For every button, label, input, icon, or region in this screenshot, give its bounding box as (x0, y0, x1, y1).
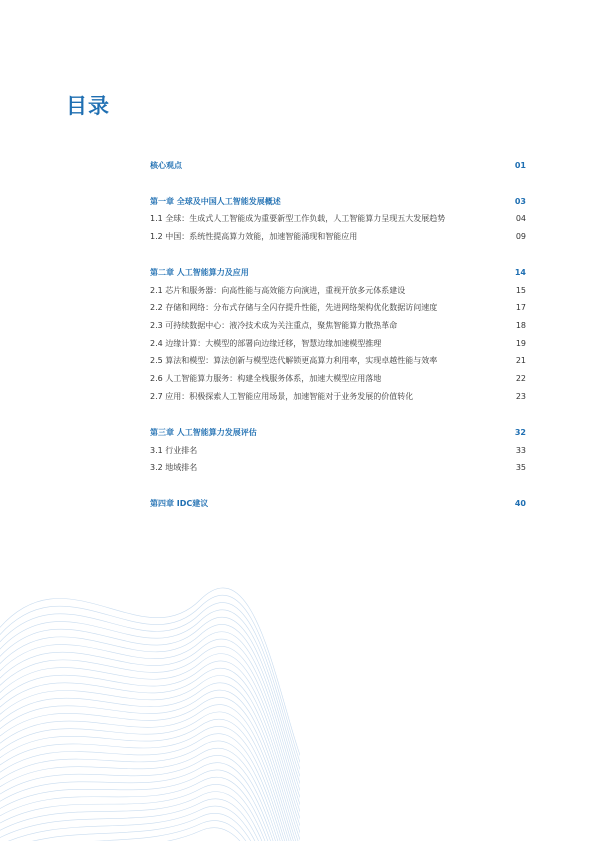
page-title: 目录 (66, 94, 110, 118)
wave-line (0, 726, 300, 841)
toc-entry-label: 核心观点 (150, 160, 182, 170)
wave-line (0, 799, 300, 841)
toc-entry-label: 3.1 行业排名 (150, 445, 198, 455)
toc-section-entry[interactable] (150, 389, 526, 403)
toc-entry-label: 第二章 人工智能算力及应用 (150, 267, 249, 277)
toc-chapter-entry[interactable] (150, 265, 526, 279)
toc-page-number: 09 (515, 231, 526, 241)
toc-section-entry[interactable] (150, 353, 526, 367)
toc-entry-label: 2.3 可持续数据中心：液冷技术成为关注重点，聚焦智能算力散热革命 (150, 320, 398, 330)
toc-page-number: 03 (514, 196, 526, 206)
wave-line (0, 624, 300, 815)
toc-page-number: 15 (515, 285, 526, 295)
toc-entry-label: 2.4 边缘计算：大模型的部署向边缘迁移，智慧边缘加速模型推理 (150, 338, 382, 348)
toc-section-entry[interactable] (150, 443, 526, 457)
toc-section-entry[interactable] (150, 300, 526, 314)
wave-line (0, 632, 300, 822)
toc-page-number: 04 (515, 213, 526, 223)
toc-entry-label: 2.6 人工智能算力服务：构建全栈服务体系，加速大模型应用落地 (150, 373, 382, 383)
toc-entry-label: 第一章 全球及中国人工智能发展概述 (150, 196, 281, 206)
toc-section-entry[interactable] (150, 318, 526, 332)
toc-page-number: 19 (515, 338, 526, 348)
wave-line (0, 734, 300, 841)
toc-section-entry[interactable] (150, 283, 526, 297)
wave-line (0, 712, 300, 841)
wave-line (0, 748, 300, 841)
toc-entry-label: 2.5 算法和模型：算法创新与模型迭代解锁更高算力利用率，实现卓越性能与效率 (150, 355, 438, 365)
toc-page-number: 40 (514, 498, 526, 508)
toc-entry-label: 2.7 应用：积极探索人工智能应用场景，加速智能对于业务发展的价值转化 (150, 391, 414, 401)
toc-chapter-entry[interactable] (150, 425, 526, 439)
toc-page-number: 01 (514, 160, 526, 170)
toc-entry-label: 1.2 中国：系统性提高算力效能，加速智能涌现和智能应用 (150, 231, 358, 241)
toc-page-number: 23 (515, 391, 526, 401)
toc-section-entry[interactable] (150, 229, 526, 243)
toc-entry-label: 2.1 芯片和服务器：向高性能与高效能方向演进，重视开放多元体系建设 (150, 285, 406, 295)
wave-line (0, 777, 300, 841)
toc-page-number: 17 (515, 302, 526, 312)
toc-entry-label: 2.2 存储和网络：分布式存储与全闪存提升性能，先进网络架构优化数据访问速度 (150, 302, 438, 312)
toc-entry-label: 第四章 IDC建议 (150, 498, 209, 508)
wave-line (0, 588, 300, 780)
wave-line (0, 603, 300, 794)
toc-entry-label: 1.1 全球：生成式人工智能成为重要新型工作负载，人工智能算力呈现五大发展趋势 (150, 213, 446, 223)
toc-chapter-entry[interactable] (150, 194, 526, 208)
toc-section-entry[interactable] (150, 336, 526, 350)
wave-line (0, 705, 300, 841)
toc-page-number: 22 (515, 373, 526, 383)
toc-page-number: 32 (514, 427, 526, 437)
toc-page-number: 18 (515, 320, 526, 330)
toc-chapter-entry[interactable] (150, 496, 526, 510)
toc-page-number: 14 (514, 267, 526, 277)
toc-section-entry[interactable] (150, 460, 526, 474)
toc-chapter-entry[interactable] (150, 158, 526, 172)
toc-page-number: 33 (515, 445, 526, 455)
wave-line (0, 595, 300, 787)
wave-line (0, 654, 300, 841)
toc-section-entry[interactable] (150, 211, 526, 225)
wave-line (0, 813, 300, 841)
toc-page-number: 35 (515, 462, 526, 472)
wave-line (0, 784, 300, 841)
toc-page-number: 21 (515, 355, 526, 365)
toc-entry-label: 第三章 人工智能算力发展评估 (150, 427, 257, 437)
toc-entry-label: 3.2 地域排名 (150, 462, 198, 472)
toc-section-entry[interactable] (150, 371, 526, 385)
wave-lines-decoration (0, 560, 300, 841)
wave-line (0, 661, 300, 841)
